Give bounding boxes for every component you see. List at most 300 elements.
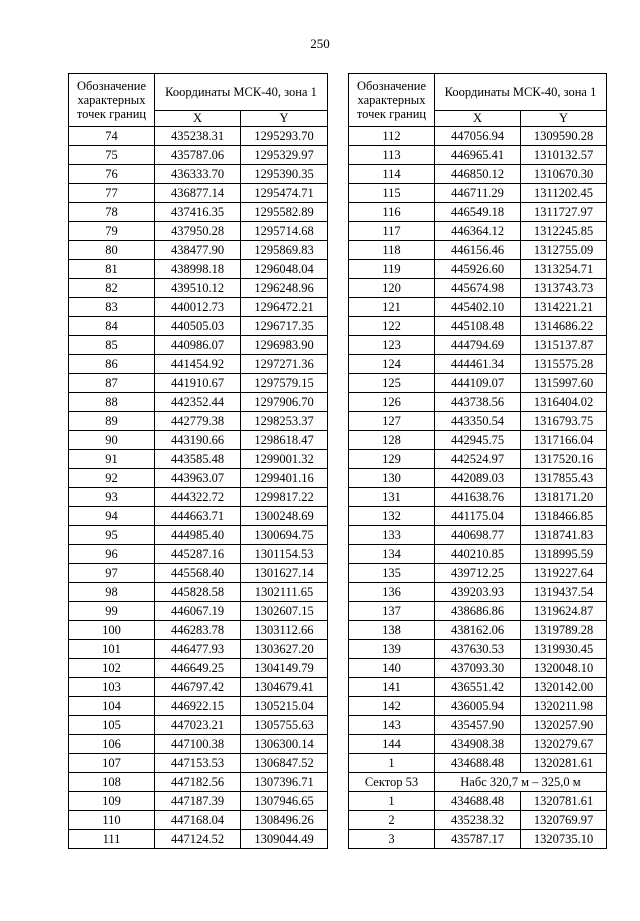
point-number: 74 xyxy=(69,127,155,146)
table-row xyxy=(349,526,607,545)
table-row xyxy=(349,678,607,697)
x-value: 446797.42 xyxy=(155,678,241,697)
y-value: 1307396.71 xyxy=(241,773,328,792)
point-number: 117 xyxy=(349,222,435,241)
y-value: 1295582.89 xyxy=(241,203,328,222)
x-value: 446549.18 xyxy=(435,203,521,222)
x-value: 446850.12 xyxy=(435,165,521,184)
point-number: 101 xyxy=(69,640,155,659)
y-value: 1315997.60 xyxy=(521,374,607,393)
point-number: 143 xyxy=(349,716,435,735)
x-value: 446156.46 xyxy=(435,241,521,260)
x-value: 434688.48 xyxy=(435,754,521,773)
y-value: 1305215.04 xyxy=(241,697,328,716)
table-row xyxy=(69,507,328,526)
x-value: 440698.77 xyxy=(435,526,521,545)
y-value: 1298618.47 xyxy=(241,431,328,450)
x-value: 447056.94 xyxy=(435,127,521,146)
table-row xyxy=(349,260,607,279)
sector-name: Сектор 53 xyxy=(349,773,435,792)
point-number: 80 xyxy=(69,241,155,260)
table-row xyxy=(349,355,607,374)
sector-elevation: Набс 320,7 м – 325,0 м xyxy=(435,773,607,792)
x-value: 442524.97 xyxy=(435,450,521,469)
x-value: 445287.16 xyxy=(155,545,241,564)
point-number: 131 xyxy=(349,488,435,507)
x-value: 443350.54 xyxy=(435,412,521,431)
x-value: 437950.28 xyxy=(155,222,241,241)
table-row xyxy=(69,716,328,735)
point-number: 120 xyxy=(349,279,435,298)
coords-header: Координаты МСК-40, зона 1 xyxy=(155,74,328,111)
table-row xyxy=(69,659,328,678)
y-value: 1311202.45 xyxy=(521,184,607,203)
sector-header-group xyxy=(349,773,607,792)
point-number: 89 xyxy=(69,412,155,431)
table-row xyxy=(349,716,607,735)
table-row xyxy=(69,393,328,412)
y-value: 1307946.65 xyxy=(241,792,328,811)
table-row xyxy=(349,583,607,602)
y-value: 1318741.83 xyxy=(521,526,607,545)
sector-row xyxy=(349,773,607,792)
y-header: Y xyxy=(241,111,328,127)
x-value: 438998.18 xyxy=(155,260,241,279)
x-value: 435238.32 xyxy=(435,811,521,830)
y-value: 1320257.90 xyxy=(521,716,607,735)
point-number: 144 xyxy=(349,735,435,754)
point-number: 140 xyxy=(349,659,435,678)
point-number: 96 xyxy=(69,545,155,564)
point-number: 103 xyxy=(69,678,155,697)
point-number: 76 xyxy=(69,165,155,184)
table-row xyxy=(349,184,607,203)
x-value: 445674.98 xyxy=(435,279,521,298)
coords-header: Координаты МСК-40, зона 1 xyxy=(435,74,607,111)
y-value: 1300694.75 xyxy=(241,526,328,545)
table-row xyxy=(69,792,328,811)
x-value: 438686.86 xyxy=(435,602,521,621)
x-value: 440210.85 xyxy=(435,545,521,564)
x-value: 444985.40 xyxy=(155,526,241,545)
x-value: 444109.07 xyxy=(435,374,521,393)
y-value: 1297579.15 xyxy=(241,374,328,393)
point-number: 97 xyxy=(69,564,155,583)
table-row xyxy=(69,830,328,849)
point-number: 130 xyxy=(349,469,435,488)
y-value: 1304679.41 xyxy=(241,678,328,697)
point-number: 113 xyxy=(349,146,435,165)
x-value: 447124.52 xyxy=(155,830,241,849)
point-number: 90 xyxy=(69,431,155,450)
point-number: 86 xyxy=(69,355,155,374)
x-value: 444663.71 xyxy=(155,507,241,526)
point-number: 91 xyxy=(69,450,155,469)
point-number: 3 xyxy=(349,830,435,849)
table-body-right xyxy=(349,127,607,773)
y-value: 1296983.90 xyxy=(241,336,328,355)
x-value: 446922.15 xyxy=(155,697,241,716)
point-number: 133 xyxy=(349,526,435,545)
x-value: 441175.04 xyxy=(435,507,521,526)
x-value: 440986.07 xyxy=(155,336,241,355)
y-value: 1315575.28 xyxy=(521,355,607,374)
x-value: 435787.06 xyxy=(155,146,241,165)
y-value: 1295329.97 xyxy=(241,146,328,165)
point-number: 114 xyxy=(349,165,435,184)
x-value: 436551.42 xyxy=(435,678,521,697)
y-value: 1320781.61 xyxy=(521,792,607,811)
table-row xyxy=(69,583,328,602)
y-value: 1320279.67 xyxy=(521,735,607,754)
table-row xyxy=(69,678,328,697)
table-row xyxy=(349,431,607,450)
point-number: 94 xyxy=(69,507,155,526)
x-value: 447023.21 xyxy=(155,716,241,735)
x-value: 443585.48 xyxy=(155,450,241,469)
y-value: 1295293.70 xyxy=(241,127,328,146)
point-number: 99 xyxy=(69,602,155,621)
x-value: 439712.25 xyxy=(435,564,521,583)
y-value: 1308496.26 xyxy=(241,811,328,830)
table-row xyxy=(69,374,328,393)
point-number: 107 xyxy=(69,754,155,773)
y-value: 1313254.71 xyxy=(521,260,607,279)
y-value: 1314221.21 xyxy=(521,298,607,317)
y-value: 1319437.54 xyxy=(521,583,607,602)
table-row xyxy=(69,317,328,336)
x-value: 446283.78 xyxy=(155,621,241,640)
table-row xyxy=(349,830,607,849)
point-number: 128 xyxy=(349,431,435,450)
table-row xyxy=(69,754,328,773)
y-value: 1299401.16 xyxy=(241,469,328,488)
y-value: 1295869.83 xyxy=(241,241,328,260)
x-value: 435457.90 xyxy=(435,716,521,735)
point-number: 79 xyxy=(69,222,155,241)
point-number: 106 xyxy=(69,735,155,754)
x-value: 435787.17 xyxy=(435,830,521,849)
point-number: 127 xyxy=(349,412,435,431)
table-row xyxy=(69,640,328,659)
table-row xyxy=(349,317,607,336)
table-row xyxy=(349,697,607,716)
point-number: 123 xyxy=(349,336,435,355)
x-value: 444461.34 xyxy=(435,355,521,374)
table-row xyxy=(69,241,328,260)
point-number: 85 xyxy=(69,336,155,355)
coordinates-table-left xyxy=(68,73,328,849)
table-row xyxy=(349,564,607,583)
table-row xyxy=(69,697,328,716)
x-value: 441454.92 xyxy=(155,355,241,374)
table-row xyxy=(69,184,328,203)
y-value: 1310132.57 xyxy=(521,146,607,165)
designation-header: Обозначение характерных точек границ xyxy=(349,74,435,127)
table-row xyxy=(69,526,328,545)
table-row xyxy=(69,260,328,279)
point-number: 112 xyxy=(349,127,435,146)
x-value: 441638.76 xyxy=(435,488,521,507)
table-row xyxy=(349,792,607,811)
x-value: 444794.69 xyxy=(435,336,521,355)
point-number: 121 xyxy=(349,298,435,317)
point-number: 118 xyxy=(349,241,435,260)
table-row xyxy=(349,507,607,526)
x-value: 435238.31 xyxy=(155,127,241,146)
y-value: 1320048.10 xyxy=(521,659,607,678)
x-value: 444322.72 xyxy=(155,488,241,507)
x-value: 440505.03 xyxy=(155,317,241,336)
table-row xyxy=(69,811,328,830)
y-value: 1318171.20 xyxy=(521,488,607,507)
point-number: 142 xyxy=(349,697,435,716)
table-row xyxy=(69,431,328,450)
x-value: 446477.93 xyxy=(155,640,241,659)
y-header: Y xyxy=(521,111,607,127)
y-value: 1312755.09 xyxy=(521,241,607,260)
point-number: 141 xyxy=(349,678,435,697)
y-value: 1299817.22 xyxy=(241,488,328,507)
point-number: 93 xyxy=(69,488,155,507)
x-value: 442779.38 xyxy=(155,412,241,431)
y-value: 1310670.30 xyxy=(521,165,607,184)
y-value: 1298253.37 xyxy=(241,412,328,431)
x-value: 436005.94 xyxy=(435,697,521,716)
y-value: 1301154.53 xyxy=(241,545,328,564)
y-value: 1296472.21 xyxy=(241,298,328,317)
table-row xyxy=(349,279,607,298)
x-value: 445402.10 xyxy=(435,298,521,317)
table-row xyxy=(349,127,607,146)
table-row xyxy=(349,298,607,317)
x-value: 437093.30 xyxy=(435,659,521,678)
y-value: 1303627.20 xyxy=(241,640,328,659)
point-number: 88 xyxy=(69,393,155,412)
x-value: 443963.07 xyxy=(155,469,241,488)
x-value: 446965.41 xyxy=(435,146,521,165)
y-value: 1313743.73 xyxy=(521,279,607,298)
y-value: 1320142.00 xyxy=(521,678,607,697)
y-value: 1318995.59 xyxy=(521,545,607,564)
point-number: 81 xyxy=(69,260,155,279)
x-value: 442089.03 xyxy=(435,469,521,488)
x-value: 443190.66 xyxy=(155,431,241,450)
point-number: 77 xyxy=(69,184,155,203)
table-row xyxy=(349,203,607,222)
y-value: 1296717.35 xyxy=(241,317,328,336)
table-row xyxy=(69,127,328,146)
x-value: 439203.93 xyxy=(435,583,521,602)
point-number: 115 xyxy=(349,184,435,203)
point-number: 82 xyxy=(69,279,155,298)
y-value: 1300248.69 xyxy=(241,507,328,526)
point-number: 124 xyxy=(349,355,435,374)
y-value: 1309044.49 xyxy=(241,830,328,849)
x-header: X xyxy=(155,111,241,127)
table-row xyxy=(349,336,607,355)
y-value: 1302607.15 xyxy=(241,602,328,621)
y-value: 1295714.68 xyxy=(241,222,328,241)
table-row xyxy=(69,564,328,583)
y-value: 1320735.10 xyxy=(521,830,607,849)
table-row xyxy=(69,602,328,621)
table-row xyxy=(69,222,328,241)
y-value: 1320211.98 xyxy=(521,697,607,716)
x-value: 447153.53 xyxy=(155,754,241,773)
point-number: 1 xyxy=(349,754,435,773)
y-value: 1317855.43 xyxy=(521,469,607,488)
x-value: 442352.44 xyxy=(155,393,241,412)
table-row xyxy=(349,165,607,184)
designation-header: Обозначение характерных точек границ xyxy=(69,74,155,127)
y-value: 1316404.02 xyxy=(521,393,607,412)
y-value: 1318466.85 xyxy=(521,507,607,526)
x-value: 445108.48 xyxy=(435,317,521,336)
y-value: 1317520.16 xyxy=(521,450,607,469)
table-row xyxy=(69,298,328,317)
table-row xyxy=(69,279,328,298)
y-value: 1296248.96 xyxy=(241,279,328,298)
point-number: 139 xyxy=(349,640,435,659)
point-number: 137 xyxy=(349,602,435,621)
point-number: 134 xyxy=(349,545,435,564)
y-value: 1306300.14 xyxy=(241,735,328,754)
x-value: 445568.40 xyxy=(155,564,241,583)
y-value: 1303112.66 xyxy=(241,621,328,640)
x-value: 446711.29 xyxy=(435,184,521,203)
y-value: 1316793.75 xyxy=(521,412,607,431)
y-value: 1301627.14 xyxy=(241,564,328,583)
point-number: 92 xyxy=(69,469,155,488)
y-value: 1319624.87 xyxy=(521,602,607,621)
page-number: 250 xyxy=(310,36,330,51)
point-number: 84 xyxy=(69,317,155,336)
x-value: 437416.35 xyxy=(155,203,241,222)
table-row xyxy=(69,355,328,374)
point-number: 105 xyxy=(69,716,155,735)
table-row xyxy=(69,545,328,564)
table-row xyxy=(349,659,607,678)
y-value: 1304149.79 xyxy=(241,659,328,678)
point-number: 138 xyxy=(349,621,435,640)
y-value: 1311727.97 xyxy=(521,203,607,222)
point-number: 119 xyxy=(349,260,435,279)
point-number: 126 xyxy=(349,393,435,412)
point-number: 98 xyxy=(69,583,155,602)
x-value: 446364.12 xyxy=(435,222,521,241)
table-row xyxy=(349,222,607,241)
y-value: 1319227.64 xyxy=(521,564,607,583)
y-value: 1306847.52 xyxy=(241,754,328,773)
table-row xyxy=(349,412,607,431)
y-value: 1312245.85 xyxy=(521,222,607,241)
point-number: 87 xyxy=(69,374,155,393)
point-number: 2 xyxy=(349,811,435,830)
y-value: 1295474.71 xyxy=(241,184,328,203)
point-number: 83 xyxy=(69,298,155,317)
point-number: 104 xyxy=(69,697,155,716)
point-number: 78 xyxy=(69,203,155,222)
x-value: 440012.73 xyxy=(155,298,241,317)
x-value: 443738.56 xyxy=(435,393,521,412)
table-row xyxy=(69,336,328,355)
x-value: 436333.70 xyxy=(155,165,241,184)
table-row xyxy=(349,488,607,507)
table-body-left xyxy=(69,127,328,849)
table-body-sector xyxy=(349,792,607,849)
table-row xyxy=(69,146,328,165)
x-value: 446067.19 xyxy=(155,602,241,621)
table-row xyxy=(69,488,328,507)
y-value: 1299001.32 xyxy=(241,450,328,469)
x-value: 446649.25 xyxy=(155,659,241,678)
x-value: 445828.58 xyxy=(155,583,241,602)
table-row xyxy=(349,754,607,773)
table-row xyxy=(349,393,607,412)
y-value: 1305755.63 xyxy=(241,716,328,735)
table-row xyxy=(349,450,607,469)
table-row xyxy=(69,450,328,469)
point-number: 110 xyxy=(69,811,155,830)
x-header: X xyxy=(435,111,521,127)
x-value: 447168.04 xyxy=(155,811,241,830)
x-value: 447187.39 xyxy=(155,792,241,811)
x-value: 441910.67 xyxy=(155,374,241,393)
table-row xyxy=(349,602,607,621)
table-row xyxy=(349,374,607,393)
x-value: 445926.60 xyxy=(435,260,521,279)
x-value: 447182.56 xyxy=(155,773,241,792)
point-number: 116 xyxy=(349,203,435,222)
point-number: 129 xyxy=(349,450,435,469)
point-number: 132 xyxy=(349,507,435,526)
x-value: 442945.75 xyxy=(435,431,521,450)
point-number: 75 xyxy=(69,146,155,165)
table-row xyxy=(349,241,607,260)
y-value: 1319930.45 xyxy=(521,640,607,659)
table-row xyxy=(69,735,328,754)
y-value: 1315137.87 xyxy=(521,336,607,355)
x-value: 447100.38 xyxy=(155,735,241,754)
y-value: 1314686.22 xyxy=(521,317,607,336)
point-number: 102 xyxy=(69,659,155,678)
y-value: 1297906.70 xyxy=(241,393,328,412)
table-row xyxy=(69,203,328,222)
y-value: 1309590.28 xyxy=(521,127,607,146)
point-number: 136 xyxy=(349,583,435,602)
y-value: 1320281.61 xyxy=(521,754,607,773)
point-number: 125 xyxy=(349,374,435,393)
x-value: 439510.12 xyxy=(155,279,241,298)
table-row xyxy=(69,469,328,488)
x-value: 436877.14 xyxy=(155,184,241,203)
point-number: 1 xyxy=(349,792,435,811)
y-value: 1296048.04 xyxy=(241,260,328,279)
coordinates-table-right xyxy=(348,73,607,849)
y-value: 1320769.97 xyxy=(521,811,607,830)
point-number: 111 xyxy=(69,830,155,849)
table-row xyxy=(69,621,328,640)
x-value: 438477.90 xyxy=(155,241,241,260)
point-number: 95 xyxy=(69,526,155,545)
table-row xyxy=(349,811,607,830)
x-value: 438162.06 xyxy=(435,621,521,640)
table-row xyxy=(69,165,328,184)
y-value: 1317166.04 xyxy=(521,431,607,450)
table-row xyxy=(349,621,607,640)
point-number: 135 xyxy=(349,564,435,583)
